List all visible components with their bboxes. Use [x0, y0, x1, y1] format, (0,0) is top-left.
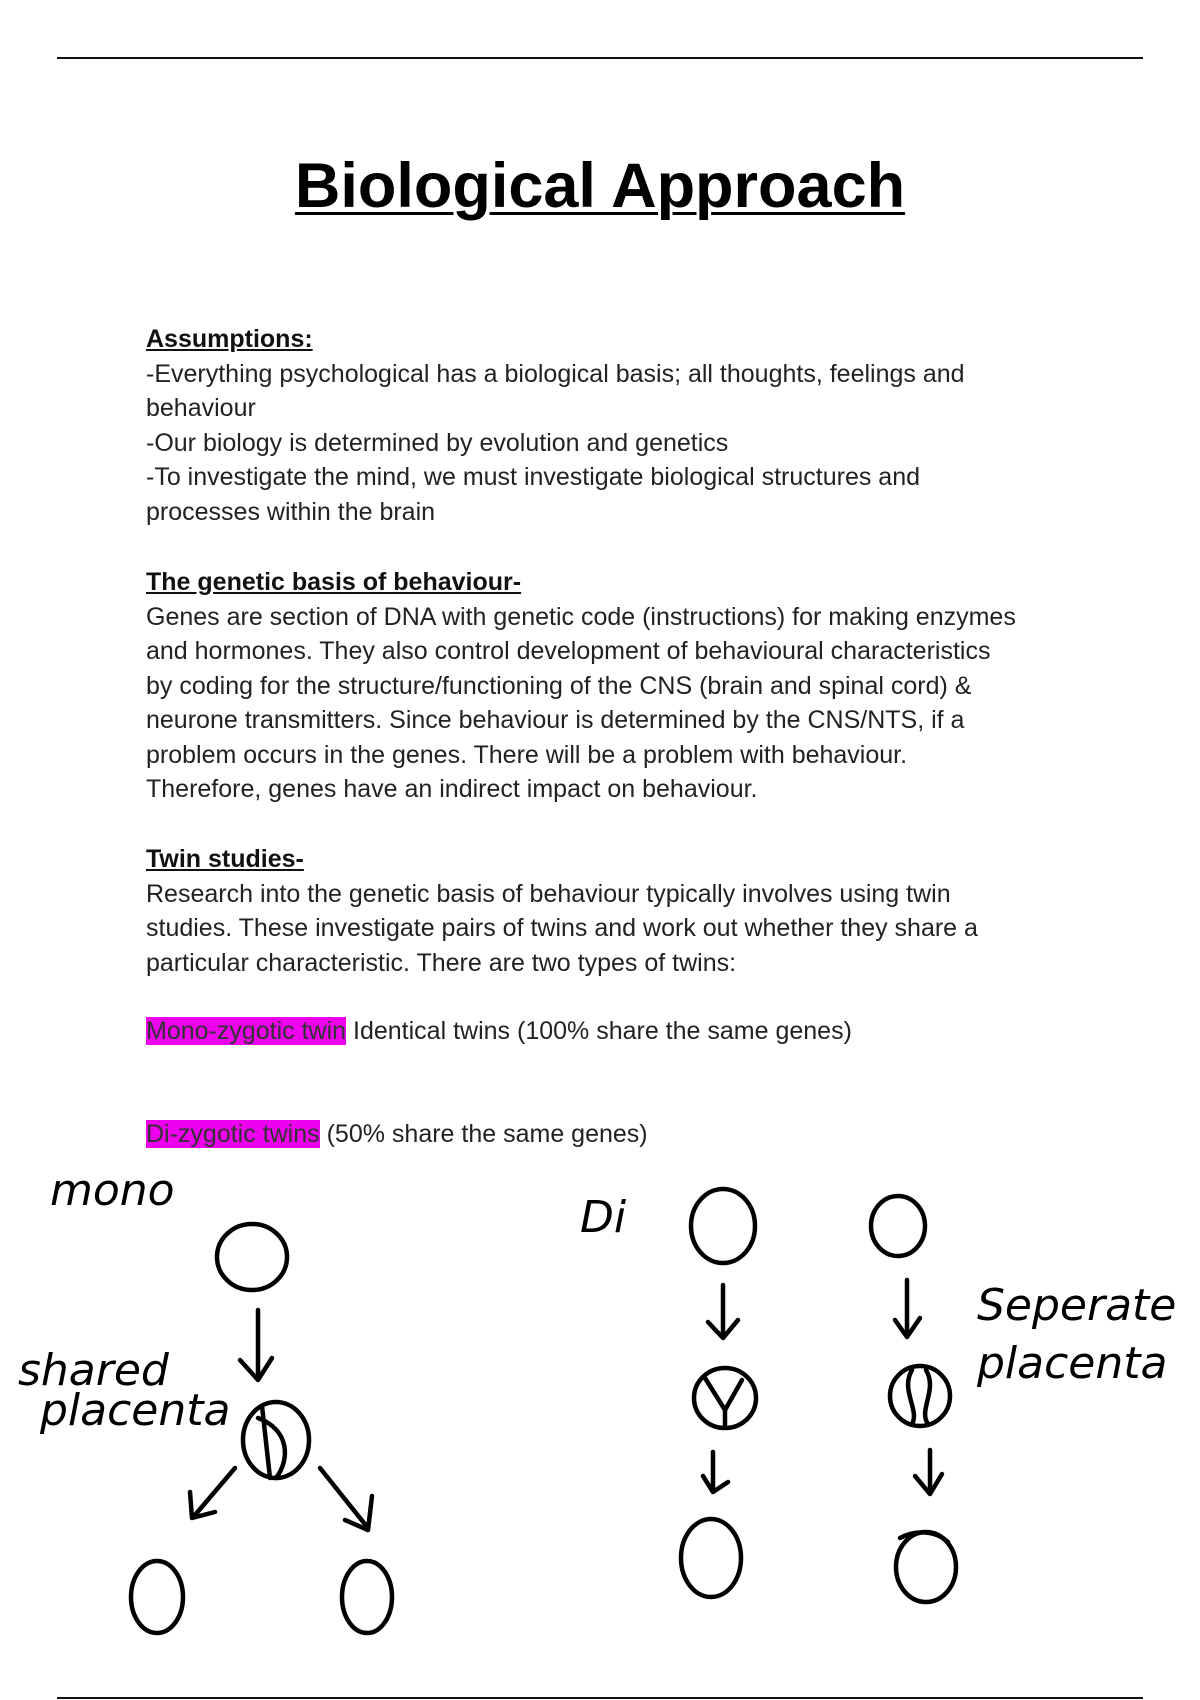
- top-rule: [57, 57, 1143, 59]
- mono-egg-circle: [217, 1224, 287, 1290]
- mono-placenta-circle: [243, 1402, 309, 1478]
- genetic-line: Therefore, genes have an indirect impact on behaviour.: [146, 775, 758, 803]
- genetic-line: problem occurs in the genes. There will be a problem with behaviour.: [146, 740, 908, 769]
- assumptions-line: -To investigate the mind, we must investigate biological structures and: [146, 463, 920, 491]
- mono-placenta-division: [262, 1406, 270, 1478]
- assumptions-heading: Assumptions:: [146, 325, 313, 353]
- mono-twin-right-circle: [342, 1561, 392, 1633]
- twin-studies-section: [146, 842, 1066, 980]
- assumptions-line: processes within the brain: [146, 497, 436, 526]
- di-placenta-left-division: [705, 1378, 742, 1410]
- di-placenta-right-division: [908, 1370, 914, 1424]
- genetic-line: and hormones. They also control development of behavioural characteristics: [146, 637, 991, 665]
- assumptions-line: -Our biology is determined by evolution and genetics: [146, 428, 729, 457]
- handwritten-di-label: Di: [580, 1192, 627, 1243]
- genetic-section: [146, 565, 1066, 807]
- genetic-line: neurone transmitters. Since behaviour is determined by the CNS/NTS, if a: [146, 706, 965, 734]
- mono-zygotic-description: Identical twins (100% share the same genes): [346, 1017, 852, 1045]
- twin-studies-line: studies. These investigate pairs of twins and work out whether they share a: [146, 914, 978, 942]
- mono-twin-left-circle: [131, 1561, 183, 1633]
- mono-placenta-division: [258, 1418, 285, 1478]
- di-zygotic-term: Di-zygotic twins: [146, 1120, 320, 1148]
- twin-diagram: [0, 1160, 1200, 1660]
- handwritten-seperate-label: Seperate: [977, 1280, 1177, 1331]
- assumptions-section: [146, 322, 1066, 529]
- genetic-line: by coding for the structure/functioning of the CNS (brain and spinal cord) &: [146, 671, 972, 700]
- twin-studies-heading: Twin studies-: [146, 845, 304, 873]
- assumptions-line: -Everything psychological has a biological basis; all thoughts, feelings and: [146, 359, 965, 388]
- handwritten-shared-label: shared: [18, 1345, 169, 1396]
- mono-zygotic-row: [146, 1014, 1066, 1049]
- twin-studies-line: particular characteristic. There are two types of twins:: [146, 948, 737, 977]
- di-egg-right-circle: [871, 1196, 925, 1256]
- di-egg-left-circle: [691, 1189, 755, 1263]
- di-zygotic-row: [146, 1117, 1066, 1152]
- page-title: Biological Approach: [294, 151, 906, 221]
- handwritten-placenta-left-label: placenta: [40, 1385, 231, 1436]
- assumptions-line: behaviour: [146, 394, 256, 422]
- di-twin-left-circle: [681, 1519, 741, 1597]
- mono-zygotic-term: Mono-zygotic twin: [146, 1017, 347, 1045]
- genetic-heading: The genetic basis of behaviour-: [146, 568, 522, 596]
- di-arrow-left-head-2: [703, 1476, 728, 1492]
- mono-arrow-left-shaft: [195, 1468, 235, 1515]
- di-placenta-right-circle: [890, 1366, 950, 1426]
- di-zygotic-description: (50% share the same genes): [319, 1120, 648, 1148]
- genetic-line: Genes are section of DNA with genetic code (instructions) for making enzymes: [146, 602, 1016, 631]
- bottom-rule: [57, 1697, 1143, 1699]
- di-placenta-right-division: [925, 1370, 930, 1424]
- twin-studies-line: Research into the genetic basis of behaviour typically involves using twin: [146, 879, 951, 908]
- handwritten-placenta-right-label: placenta: [977, 1338, 1168, 1389]
- handwritten-mono-label: mono: [50, 1165, 175, 1216]
